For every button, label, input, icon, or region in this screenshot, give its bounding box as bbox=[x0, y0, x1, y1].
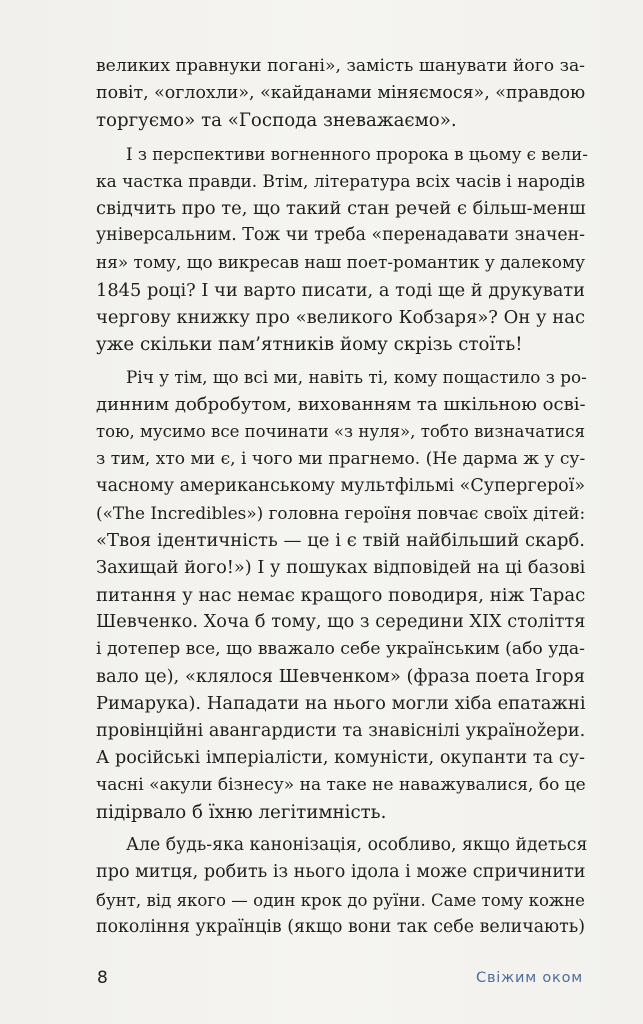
text-line: свідчить про те, що такий стан речей є більш-менш bbox=[96, 197, 586, 219]
text-line: чергову книжку про «великого Кобзаря»? Он у нас bbox=[96, 306, 585, 328]
text-line: Римарука). Нападати на нього могли хіба епатажні bbox=[96, 693, 586, 715]
text-line: тою, мусимо все починати «з нуля», тобто визначатися bbox=[96, 422, 585, 442]
text-line: Річ у тім, що всі ми, навіть ті, кому пощастило з ро- bbox=[126, 367, 587, 388]
text-line: Шевченко. Хоча б тому, що з середини XIX століття bbox=[96, 611, 586, 632]
text-line: ка частка правди. Втім, література всіх часів і народів bbox=[96, 170, 585, 191]
text-line: покоління українців (якщо вони так себе величають) bbox=[96, 916, 585, 937]
text-line: Захищай його!») І у пошуках відповідей на ці базові bbox=[96, 557, 586, 579]
text-line: бунт, від якого — один крок до руїни. Саме тому кожне bbox=[96, 890, 585, 910]
text-line: 1845 році? І чи варто писати, а тоді ще й друкувати bbox=[96, 279, 585, 301]
text-line: підірвало б їхню легітимність. bbox=[96, 802, 387, 824]
page-number: 8 bbox=[97, 968, 108, 988]
text-line: («The Incredibles») головна героїня повчає своїх дітей: bbox=[96, 503, 586, 523]
text-line: універсальним. Тож чи треба «перенадавати значен- bbox=[96, 225, 585, 246]
text-line: про митця, робить із нього ідола і може спричинити bbox=[96, 862, 586, 883]
text-line: І з перспективи вогненного пророка в цьому є вели- bbox=[126, 144, 588, 164]
text-line: ня» тому, що викресав наш поет-романтик у далекому bbox=[96, 252, 585, 273]
text-line: вало це), «клялося Шевченком» (фраза поета Ігоря bbox=[96, 666, 585, 688]
text-line: великих правнуки погані», замість шанувати його за- bbox=[96, 56, 585, 76]
text-line: провінційні авангардисти та знавіснілі українožери. bbox=[96, 720, 586, 741]
series-title: Свіжим оком bbox=[476, 970, 583, 986]
body-text bbox=[96, 53, 588, 941]
text-line: і дотепер все, що вважало себе українським (або уда- bbox=[96, 638, 585, 659]
text-line: повіт, «оглохли», «кайданами міняємося», «правдою bbox=[96, 83, 586, 104]
text-line: Але будь-яка канонізація, особливо, якщо йдеться bbox=[126, 835, 588, 856]
text-line: «Твоя ідентичність — це і є твій найбільший скарб. bbox=[96, 530, 585, 552]
text-line: часні «акули бізнесу» на таке не наважувалися, бо це bbox=[96, 774, 586, 795]
text-line: уже скільки пам’ятників йому скрізь стоїть! bbox=[96, 333, 523, 355]
text-line: А російські імперіалісти, комуністи, окупанти та су- bbox=[96, 747, 585, 768]
text-line: торгуємо» та «Господа зневажаємо». bbox=[96, 110, 457, 132]
text-line: питання у нас немає кращого поводиря, ніж Тарас bbox=[96, 584, 586, 606]
text-line: динним добробутом, вихованням та шкільною осві- bbox=[96, 394, 586, 416]
text-line: з тим, хто ми є, і чого ми прагнемо. (Не дарма ж у су- bbox=[96, 448, 586, 469]
text-line: часному американському мультфільмі «Супергерої» bbox=[96, 475, 586, 496]
